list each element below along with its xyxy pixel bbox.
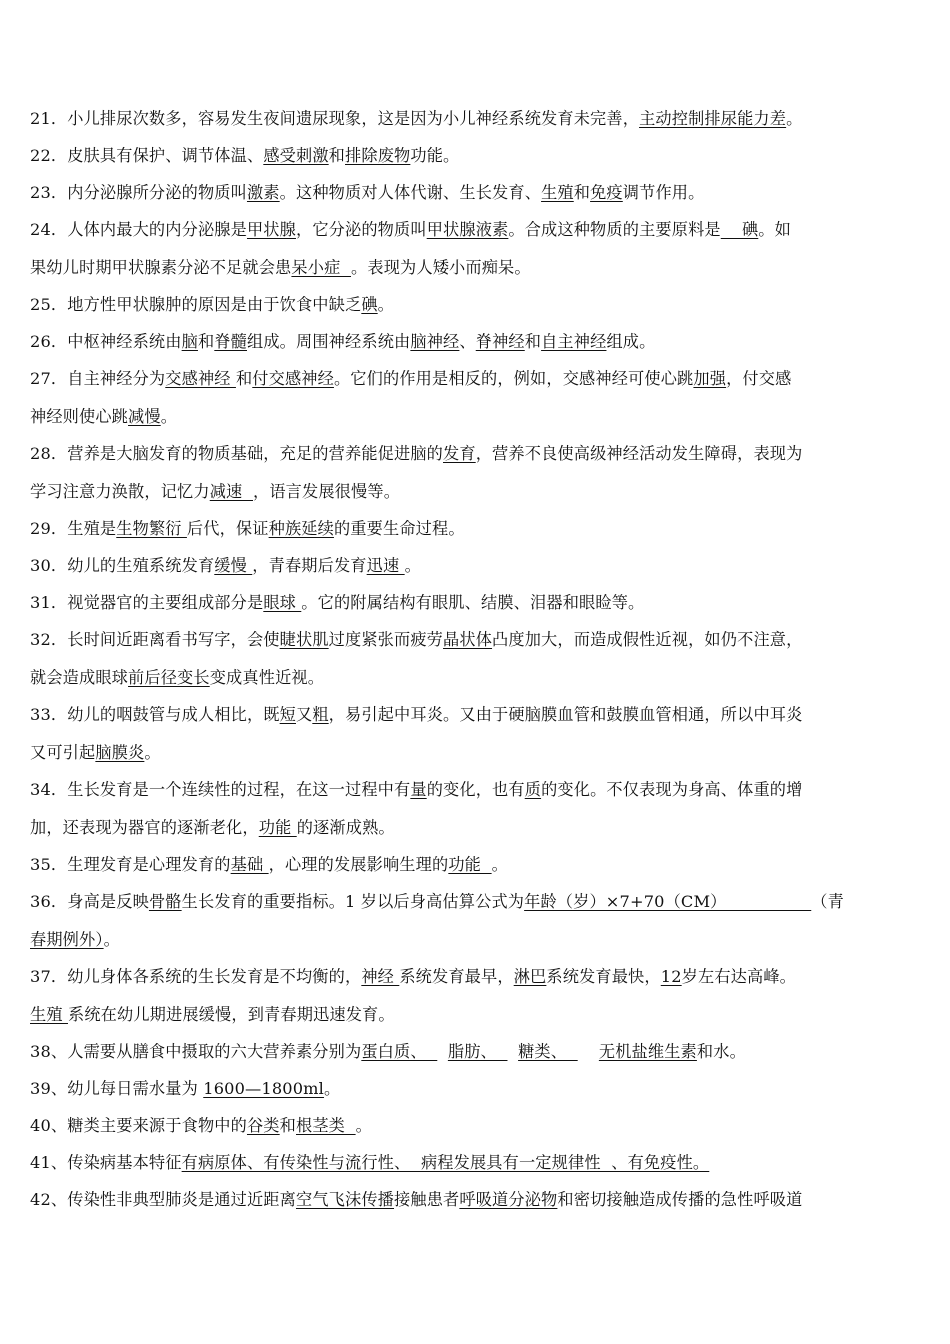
question-line: [30, 621, 925, 659]
answer-blank: 前后径变长: [128, 667, 210, 687]
question-number: 26．: [30, 332, 68, 351]
question-number: 33．: [30, 705, 68, 724]
question-item: [30, 1070, 925, 1108]
question-text: 。合成这种物质的主要原料是: [508, 220, 721, 239]
question-number: 35．: [30, 855, 68, 874]
question-text: 人体内最大的内分泌腺是: [67, 220, 247, 239]
question-text: 视觉器官的主要组成部分是: [67, 593, 264, 612]
answer-blank: 主动控制排尿能力差: [639, 109, 787, 128]
question-text: 传染病基本特征: [67, 1153, 182, 1172]
answer-blank: 脑神经: [410, 332, 460, 351]
question-text: 的变化。不仅表现为身高、体重的增: [541, 780, 803, 799]
question-text: 果幼儿时期甲状腺素分泌不足就会患: [30, 257, 292, 277]
question-text: 过度紧张而疲劳: [328, 630, 444, 649]
question-text: 生理发育是心理发育的: [67, 855, 231, 874]
question-text: 生长发育的重要指标。1 岁以后身高估算公式为: [181, 892, 525, 911]
question-text: 。: [404, 556, 421, 575]
question-item: [30, 510, 925, 548]
answer-blank: 基础: [230, 855, 269, 874]
answer-blank: 糖类、: [518, 1042, 578, 1061]
question-item: [30, 1107, 925, 1145]
question-text: 凸度加大，而造成假性近视，如仍不注意，: [492, 630, 803, 649]
answer-blank: 加强: [693, 369, 727, 388]
answer-blank: 碘: [720, 220, 759, 239]
question-text: 和: [197, 332, 215, 351]
question-text: 组成。周围神经系统由: [247, 332, 411, 351]
answer-blank: 生物繁衍: [116, 519, 187, 538]
answer-blank: 谷类: [246, 1116, 280, 1135]
question-item: [30, 435, 925, 510]
answer-blank: 1600—1800ml: [203, 1079, 325, 1098]
question-line-continued: [30, 996, 925, 1034]
question-text: 变成真性近视。: [209, 667, 325, 687]
answer-blank: 淋巴: [513, 967, 547, 986]
question-text: [437, 1042, 448, 1061]
answer-blank: 生殖: [541, 183, 574, 202]
answer-blank: 蛋白质、: [361, 1042, 438, 1061]
question-number: 30．: [30, 556, 68, 575]
question-number: 24．: [30, 220, 68, 239]
question-text: 中枢神经系统由: [67, 332, 182, 351]
question-text: 生长发育是一个连续性的过程，在这一过程中有: [67, 780, 411, 799]
answer-blank: 脑: [181, 332, 198, 351]
question-text: 人需要从膳食中摄取的六大营养素分别为: [67, 1042, 362, 1061]
question-text: ，付交感: [726, 369, 792, 388]
question-text: ，青春期后发育: [252, 556, 367, 575]
answer-blank: 短: [279, 705, 296, 724]
answer-blank: 免疫: [590, 183, 623, 202]
question-text: 和: [235, 369, 253, 388]
question-line-continued: [30, 809, 925, 847]
answer-blank: 碘: [361, 295, 378, 314]
question-text: 。这种物质对人体代谢、生长发育、: [279, 183, 542, 202]
question-text: 。如: [758, 220, 791, 239]
question-text: 和密切接触造成传播的急性呼吸道: [557, 1190, 803, 1209]
question-text: 幼儿身体各系统的生长发育是不均衡的，: [67, 967, 362, 986]
question-number: 27．: [30, 369, 68, 388]
answer-blank: 发育: [443, 444, 476, 463]
answer-blank: 缓慢: [214, 556, 253, 575]
question-item: [30, 1144, 925, 1182]
answer-blank: 骨骼: [148, 892, 182, 911]
question-number: 39、: [30, 1079, 68, 1098]
question-number: 31．: [30, 593, 68, 612]
answer-blank: 排除废物: [345, 146, 411, 165]
question-line-continued: [30, 249, 925, 287]
question-text: 内分泌腺所分泌的物质叫: [67, 183, 247, 202]
question-text: 。表现为人矮小而痴呆。: [351, 257, 531, 277]
question-text: 后代，保证: [186, 519, 269, 538]
question-item: [30, 137, 925, 175]
question-text: 。它的附属结构有眼肌、结膜、泪器和眼睑等。: [301, 593, 645, 612]
answer-blank: 生殖: [30, 1004, 68, 1024]
question-number: 34．: [30, 780, 68, 799]
answer-blank: 质: [524, 780, 542, 799]
question-item: [30, 286, 925, 324]
question-line: [30, 360, 925, 398]
question-item: [30, 360, 925, 435]
question-number: 40、: [30, 1116, 68, 1135]
question-line: [30, 958, 925, 996]
question-line-continued: [30, 398, 925, 436]
question-item: [30, 621, 925, 696]
question-item: [30, 584, 925, 622]
question-text: [578, 1042, 599, 1061]
question-text: 学习注意力涣散，记忆力: [30, 481, 210, 501]
question-text: 。它们的作用是相反的，例如，交感神经可使心跳: [333, 369, 694, 388]
question-text: 。: [103, 929, 120, 949]
question-text: 传染性非典型肺炎是通过近距离: [67, 1190, 296, 1209]
answer-blank: 12: [660, 967, 682, 986]
question-text: 糖类主要来源于食物中的: [67, 1116, 247, 1135]
answer-blank: 神经: [361, 967, 400, 986]
answer-blank: 自主神经: [541, 332, 607, 351]
question-number: 41、: [30, 1153, 68, 1172]
question-text: 功能。: [410, 146, 460, 165]
question-number: 38、: [30, 1042, 68, 1061]
question-text: 和: [573, 183, 591, 202]
question-text: 。: [355, 1116, 372, 1135]
answer-blank: 脊神经: [475, 332, 525, 351]
question-line: [30, 211, 925, 249]
question-text: 幼儿的生殖系统发育: [67, 556, 215, 575]
question-line-continued: [30, 473, 925, 511]
answer-blank: 年龄（岁）×7+70（CM）: [524, 892, 812, 911]
answer-blank: 根茎类: [296, 1116, 356, 1135]
question-text: 神经则使心跳: [30, 406, 129, 426]
question-text: 。: [491, 855, 508, 874]
question-number: 29．: [30, 519, 68, 538]
question-text: 身高是反映: [67, 892, 149, 911]
question-text: 系统发育最快，: [546, 967, 661, 986]
question-text: 幼儿每日需水量为: [67, 1079, 204, 1098]
answer-blank: 呼吸道分泌物: [459, 1190, 558, 1209]
answer-blank: 有病原体、有传染性与流行性、 病程发展具有一定规律性 、有免疫性。: [181, 1153, 710, 1172]
answer-blank: 迅速: [366, 556, 405, 575]
question-text: ，语言发展很慢等。: [253, 481, 401, 501]
answer-blank: 减速: [209, 481, 253, 501]
answer-blank: 种族延续: [268, 519, 334, 538]
question-text: 岁左右达高峰。: [681, 967, 797, 986]
question-text: 小儿排尿次数多，容易发生夜间遗尿现象，这是因为小儿神经系统发育未完善，: [67, 109, 640, 128]
answer-blank: 功能: [448, 855, 492, 874]
question-text: 的变化，也有: [426, 780, 525, 799]
question-text: 皮肤具有保护、调节体温、: [67, 146, 264, 165]
question-text: ，心理的发展影响生理的: [268, 855, 449, 874]
question-text: 、: [459, 332, 476, 351]
answer-blank: 粗: [312, 705, 329, 724]
question-number: 36．: [30, 892, 68, 911]
question-text: 营养是大脑发育的物质基础，充足的营养能促进脑的: [67, 444, 444, 463]
question-item: [30, 100, 925, 138]
question-text: 幼儿的咽鼓管与成人相比，既: [67, 705, 280, 724]
answer-blank: 脑膜炎: [95, 742, 145, 762]
question-item: [30, 211, 925, 286]
question-item: [30, 771, 925, 846]
answer-blank: 交感神经: [165, 369, 236, 388]
answer-blank: 睫状肌: [279, 630, 329, 649]
question-text: 。: [377, 295, 395, 314]
question-text: 。: [160, 406, 178, 426]
answer-blank: 激素: [246, 183, 280, 202]
question-number: 32．: [30, 630, 68, 649]
answer-blank: 量: [410, 780, 427, 799]
question-item: [30, 958, 925, 1033]
answer-blank: 脂肪、: [447, 1042, 508, 1061]
question-text: 的逐渐成熟。: [296, 817, 395, 837]
question-item: [30, 174, 925, 212]
answer-blank: 眼球: [263, 593, 302, 612]
answer-blank: 减慢: [128, 406, 161, 426]
question-text: 加，还表现为器官的逐渐老化，: [30, 817, 259, 837]
question-text: 生殖是: [67, 519, 117, 538]
question-item: [30, 547, 925, 585]
question-text: 接触患者: [394, 1190, 460, 1209]
question-text: 和: [279, 1116, 296, 1135]
question-line: [30, 771, 925, 809]
answer-blank: 晶状体: [443, 630, 493, 649]
question-text: 。: [324, 1079, 341, 1098]
answer-blank: 呆小症: [291, 257, 352, 277]
answer-blank: 空气飞沫传播: [295, 1190, 395, 1209]
question-text: 又: [295, 705, 313, 724]
answer-blank: 甲状腺液素: [426, 220, 509, 239]
question-line-continued: [30, 734, 925, 772]
question-text: 和: [524, 332, 542, 351]
question-text: 系统在幼儿期进展缓慢，到青春期迅速发育。: [67, 1004, 395, 1024]
answer-blank: 付交感神经: [252, 369, 334, 388]
question-text: 组成。: [606, 332, 656, 351]
question-text: ，它分泌的物质叫: [295, 220, 427, 239]
question-item: [30, 1181, 925, 1219]
question-text: 地方性甲状腺肿的原因是由于饮食中缺乏: [67, 295, 362, 314]
question-text: ，营养不良使高级神经活动发生障碍，表现为: [475, 444, 803, 463]
question-text: 和水。: [696, 1042, 746, 1061]
answer-blank: 无机盐维生素: [598, 1042, 697, 1061]
question-text: 。: [786, 109, 803, 128]
question-text: 又可引起: [30, 742, 96, 762]
question-text: [507, 1042, 518, 1061]
question-text: 自主神经分为: [67, 369, 166, 388]
question-line: [30, 435, 925, 473]
question-number: 21．: [30, 109, 68, 128]
question-text: 系统发育最早，: [399, 967, 514, 986]
question-text: 调节作用。: [622, 183, 705, 202]
question-text: 。: [144, 742, 161, 762]
question-text: ，易引起中耳炎。又由于硬脑膜血管和鼓膜血管相通，所以中耳炎: [328, 705, 803, 724]
question-number: 25．: [30, 295, 68, 314]
answer-blank: 甲状腺: [246, 220, 296, 239]
question-item: [30, 323, 925, 361]
question-item: [30, 696, 925, 771]
question-line: [30, 696, 925, 734]
answer-blank: 脊髓: [214, 332, 247, 351]
question-text: 就会造成眼球: [30, 667, 129, 687]
question-number: 28．: [30, 444, 68, 463]
question-number: 42、: [30, 1190, 68, 1209]
question-text: （青: [811, 892, 844, 911]
answer-blank: 感受刺激: [263, 146, 329, 165]
question-item: [30, 883, 925, 958]
question-number: 37．: [30, 967, 68, 986]
question-item: [30, 846, 925, 884]
question-line-continued: [30, 921, 925, 959]
question-text: 的重要生命过程。: [333, 519, 465, 538]
question-number: 23．: [30, 183, 68, 202]
answer-blank: 功能: [258, 817, 297, 837]
question-text: 长时间近距离看书写字，会使: [67, 630, 280, 649]
question-line-continued: [30, 659, 925, 697]
answer-blank: 春期例外）: [30, 929, 104, 949]
question-number: 22．: [30, 146, 68, 165]
question-text: 和: [328, 146, 346, 165]
question-line: [30, 883, 925, 921]
question-item: [30, 1033, 925, 1071]
